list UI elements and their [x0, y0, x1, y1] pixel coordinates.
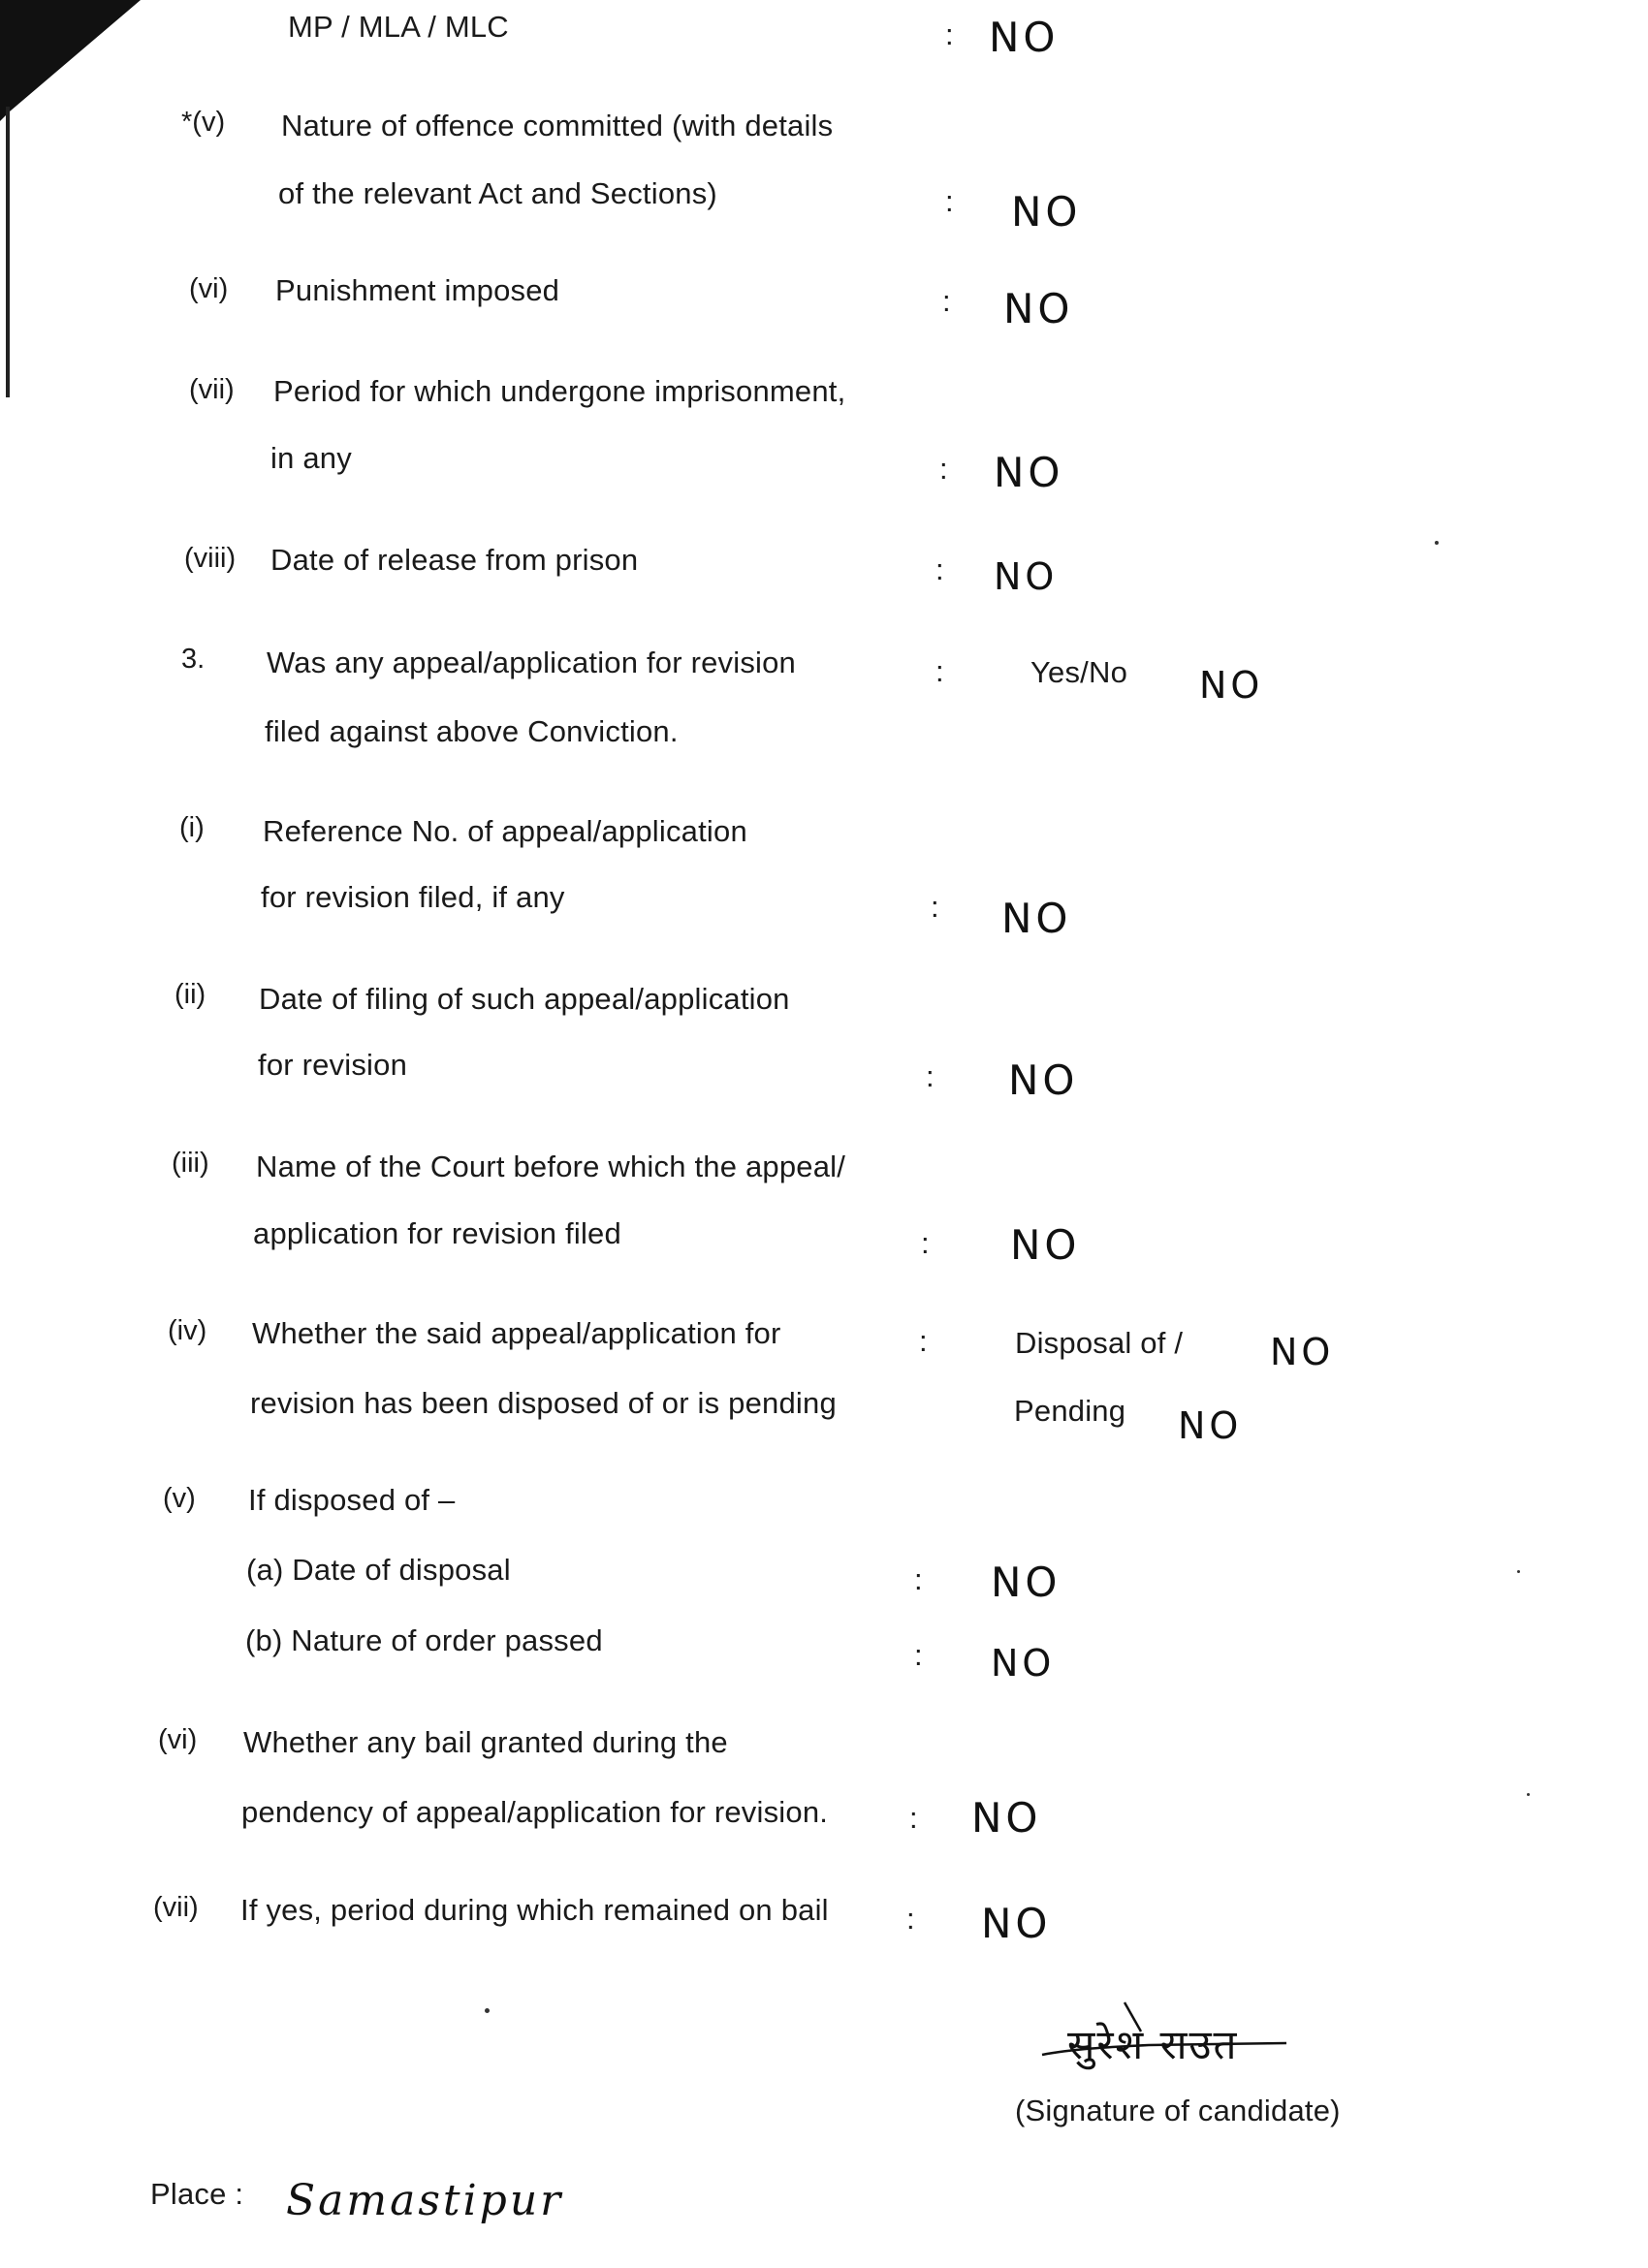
scan-speck	[1435, 541, 1439, 545]
colon: :	[921, 1226, 930, 1260]
scan-speck	[1527, 1793, 1530, 1796]
colon: :	[935, 654, 944, 688]
item-number: 3.	[181, 644, 206, 675]
sub-item-text: (a) Date of disposal	[246, 1553, 511, 1587]
header-label: MP / MLA / MLC	[288, 10, 509, 44]
handwritten-answer: NO	[1008, 1056, 1079, 1104]
handwritten-answer: NO	[991, 1642, 1056, 1685]
item-number: (iv)	[168, 1315, 207, 1346]
colon: :	[909, 1801, 918, 1835]
item-text: in any	[270, 441, 352, 475]
item-number: (ii)	[174, 979, 206, 1010]
item-text: Nature of offence committed (with details	[281, 109, 834, 142]
colon: :	[906, 1902, 915, 1936]
colon: :	[919, 1324, 928, 1358]
item-text: filed against above Conviction.	[265, 714, 679, 748]
handwritten-answer: NO	[981, 1900, 1052, 1947]
handwritten-answer: NO	[971, 1794, 1042, 1842]
item-text: for revision	[258, 1048, 408, 1082]
item-text: Was any appeal/application for revision	[267, 646, 797, 679]
handwritten-answer: NO	[1178, 1404, 1243, 1447]
item-text: of the relevant Act and Sections)	[278, 176, 717, 210]
place-label: Place :	[150, 2177, 244, 2211]
item-number: (i)	[179, 812, 205, 843]
colon: :	[935, 552, 944, 586]
scan-speck	[485, 2008, 490, 2013]
handwritten-answer: NO	[991, 1559, 1062, 1606]
item-text: Name of the Court before which the appeal/	[256, 1150, 846, 1183]
sub-item-text: (b) Nature of order passed	[245, 1623, 603, 1657]
item-text: Reference No. of appeal/application	[263, 814, 747, 848]
item-text: If yes, period during which remained on bail	[240, 1893, 829, 1927]
option-label: Pending	[1014, 1394, 1126, 1428]
item-number: (vi)	[158, 1724, 198, 1755]
item-text: Punishment imposed	[275, 273, 560, 307]
handwritten-answer: NO	[994, 449, 1064, 496]
scan-speck	[1517, 1570, 1520, 1573]
item-number: (vi)	[189, 273, 229, 304]
signature	[1032, 1999, 1239, 2071]
item-number: *(v)	[181, 107, 226, 138]
item-text: Period for which undergone imprisonment,	[273, 374, 846, 408]
colon: :	[945, 17, 954, 51]
handwritten-answer: NO	[1011, 188, 1082, 236]
colon: :	[942, 284, 951, 318]
item-text: Whether any bail granted during the	[243, 1725, 728, 1759]
colon: :	[939, 452, 948, 486]
item-number: (vii)	[189, 374, 235, 405]
handwritten-answer: NO	[994, 555, 1059, 598]
item-text: pendency of appeal/application for revision.	[241, 1795, 829, 1829]
colon: :	[914, 1638, 923, 1672]
corner-fold-mark	[0, 0, 145, 407]
handwritten-answer: NO	[989, 14, 1060, 61]
option-label: Yes/No	[1030, 655, 1128, 689]
item-number: (v)	[163, 1483, 196, 1514]
item-text: Date of filing of such appeal/application	[259, 982, 790, 1016]
colon: :	[931, 890, 939, 924]
item-text: Whether the said appeal/application for	[252, 1316, 781, 1350]
signature-caption: (Signature of candidate)	[1015, 2094, 1341, 2127]
item-number: (iii)	[172, 1148, 209, 1179]
handwritten-answer: NO	[1199, 664, 1264, 707]
signature-text: सुरेश राउत	[1067, 2021, 1239, 2068]
place-value: Samastipur	[286, 2176, 564, 2225]
option-label: Disposal of /	[1015, 1326, 1184, 1360]
handwritten-answer: NO	[1010, 1221, 1081, 1269]
colon: :	[945, 184, 954, 218]
handwritten-answer: NO	[1003, 285, 1074, 332]
colon: :	[926, 1059, 935, 1093]
colon: :	[914, 1562, 923, 1596]
item-number: (viii)	[184, 543, 237, 574]
item-text: application for revision filed	[253, 1216, 621, 1250]
item-text: If disposed of –	[248, 1483, 456, 1517]
handwritten-answer: NO	[1001, 895, 1072, 942]
item-number: (vii)	[153, 1892, 199, 1923]
item-text: for revision filed, if any	[261, 880, 565, 914]
handwritten-answer: NO	[1270, 1331, 1335, 1373]
item-text: Date of release from prison	[270, 543, 639, 577]
item-text: revision has been disposed of or is pending	[250, 1386, 837, 1420]
